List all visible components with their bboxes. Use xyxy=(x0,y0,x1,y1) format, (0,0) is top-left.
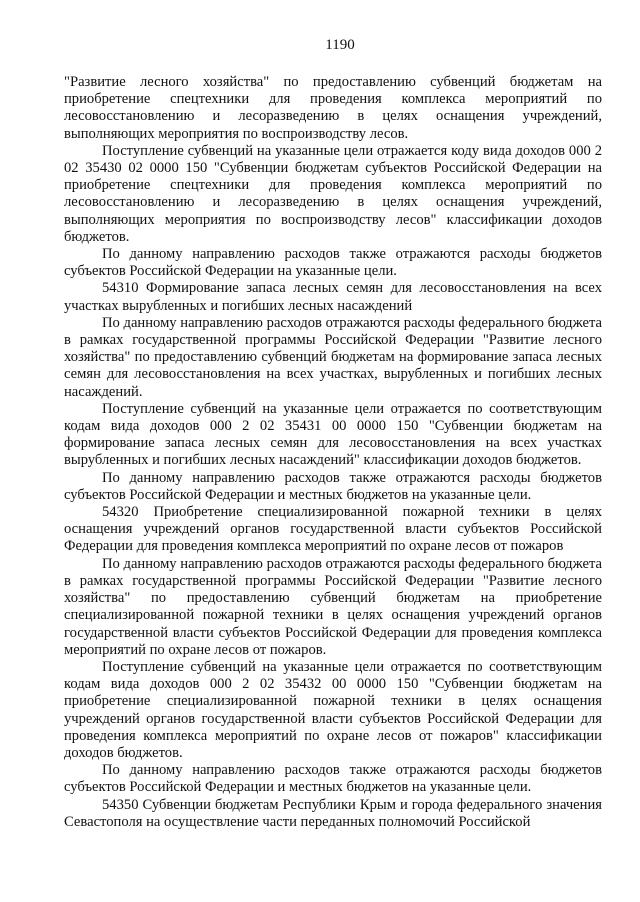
paragraph: По данному направлению расходов отражаются расходы федерального бюджета в рамках государственной программы Российской Федерации "Развитие лесного хозяйства" по предоставлению субвенций бюджетам на формирование запаса лесных семян для лесовосстановления на всех участках, вырубленных и погибших лесных насаждений. xyxy=(64,314,602,400)
paragraph: По данному направлению расходов отражаются расходы федерального бюджета в рамках государственной программы Российской Федерации "Развитие лесного хозяйства" по предоставлению субвенций бюджетам на приобретение специализированной пожарной техники в целях оснащения учреждений органов государственной власти субъектов Российской Федерации для проведения комплекса мероприятий по охране лесов от пожаров. xyxy=(64,555,602,658)
paragraph: Поступление субвенций на указанные цели отражается по соответствующим кодам вида доходов 000 2 02 35432 00 0000 150 "Субвенции бюджетам на приобретение специализированной пожарной техники в целях оснащения учреждений органов государственной власти субъектов Российской Федерации для проведения комплекса мероприятий по охране лесов от пожаров" классификации доходов бюджетов. xyxy=(64,658,602,761)
section-heading: 54320 Приобретение специализированной пожарной техники в целях оснащения учреждений органов государственной власти субъектов Российской Федерации для проведения комплекса мероприятий по охране лесов от пожаров xyxy=(64,504,602,555)
paragraph: По данному направлению расходов также отражаются расходы бюджетов субъектов Российской Федерации и местных бюджетов на указанные цели. xyxy=(64,762,602,796)
section-heading: 54310 Формирование запаса лесных семян для лесовосстановления на всех участках вырубленных и погибших лесных насаждений xyxy=(64,280,602,314)
paragraph: "Развитие лесного хозяйства" по предоставлению субвенций бюджетам на приобретение спецтехники для проведения комплекса мероприятий по лесовосстановлению и лесоразведению в целях оснащения учреждений, выполняющих мероприятия по воспроизводству лесов. xyxy=(64,74,602,142)
paragraph: Поступление субвенций на указанные цели отражается коду вида доходов 000 2 02 35430 02 0000 150 "Субвенции бюджетам субъектов Российской Федерации на приобретение спецтехники для проведения комплекса мероприятий по лесовосстановлению и лесоразведению в целях оснащения учреждений, выполняющих мероприятия по воспроизводству лесов" классификации доходов бюджетов. xyxy=(64,142,602,245)
paragraph: Поступление субвенций на указанные цели отражается по соответствующим кодам вида доходов 000 2 02 35431 00 0000 150 "Субвенции бюджетам на формирование запаса лесных семян для лесовосстановления на всех участках вырубленных и погибших лесных насаждений" классификации доходов бюджетов. xyxy=(64,400,602,469)
section-heading: 54350 Субвенции бюджетам Республики Крым и города федерального значения Севастополя на осуществление части переданных полномочий Российской xyxy=(64,796,602,830)
document-body xyxy=(64,74,602,831)
page-number: 1190 xyxy=(325,37,355,53)
paragraph: По данному направлению расходов также отражаются расходы бюджетов субъектов Российской Федерации и местных бюджетов на указанные цели. xyxy=(64,469,602,503)
paragraph: По данному направлению расходов также отражаются расходы бюджетов субъектов Российской Федерации на указанные цели. xyxy=(64,246,602,280)
